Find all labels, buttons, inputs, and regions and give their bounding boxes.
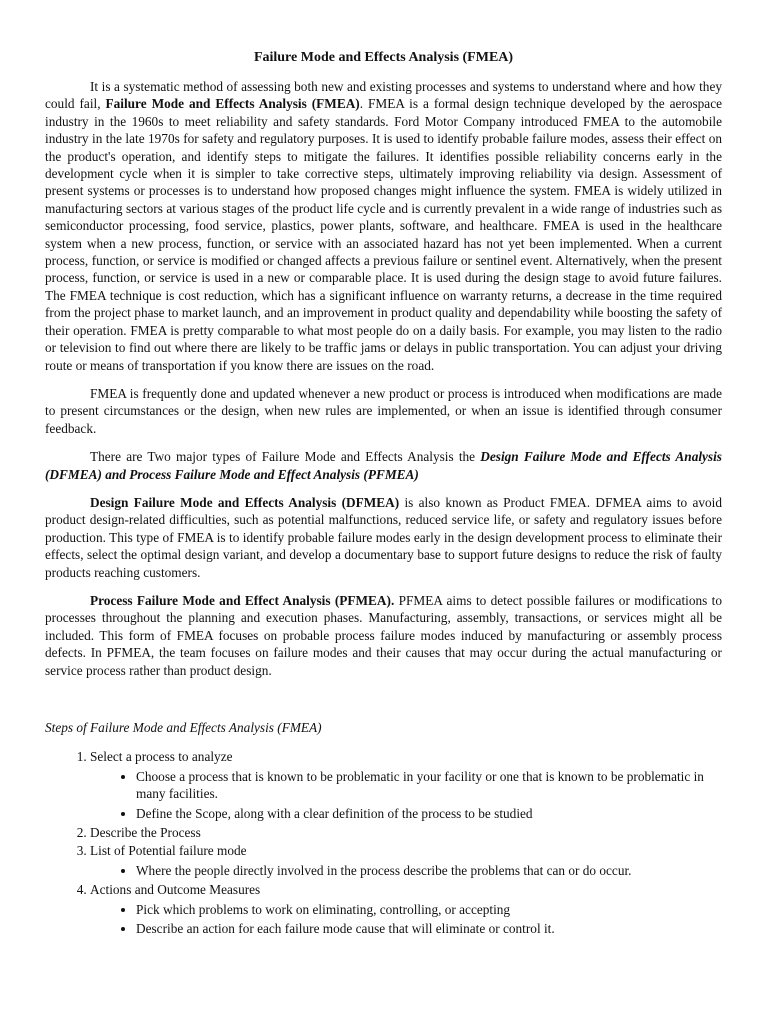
step-item bbox=[90, 881, 722, 938]
step-label: Describe the Process bbox=[90, 825, 201, 841]
steps-list bbox=[45, 748, 722, 938]
step-subitem: • Define the Scope, along with a clear definition of the process to be studied bbox=[136, 805, 722, 823]
pfmea-text: PFMEA aims to detect possible failures or modifications to processes throughout the planning and execution phases. Manufacturing, assembly, transactions, or services might all be included. This form of FMEA focuses on probable process failure modes induced by manufacturing or assembly process defects. In PFMEA, the team focuses on failure modes and their causes that may occur during the actual manufacturing or service process rather than product design. bbox=[45, 592, 722, 678]
intro-paragraph bbox=[45, 78, 722, 374]
dfmea-text: is also known as Product FMEA. DFMEA aims to avoid product design-related difficulties, such as potential malfunctions, reduced service life, or safety and regulatory issues before production. This type of FMEA is to identify probable failure modes early in the design development process to eliminate their effects, select the optimal design variant, and develop a documentary base to support future designs to reduce the risk of faulty products reaching customers. bbox=[45, 494, 722, 580]
step-sublist bbox=[90, 768, 722, 823]
step-sublist bbox=[90, 901, 722, 938]
step-label: List of Potential failure mode bbox=[90, 842, 247, 858]
step-item bbox=[90, 824, 722, 842]
step-subitem: • Choose a process that is known to be problematic in your facility or one that is known to be problematic in many facilities. bbox=[136, 768, 722, 803]
intro-text-pre: It is a systematic method of assessing both new and existing processes and systems to understand where and how they could fail, bbox=[45, 79, 722, 112]
steps-heading: Steps of Failure Mode and Effects Analysis (FMEA) bbox=[45, 720, 322, 735]
intro-text-post: . FMEA is a formal design technique developed by the aerospace industry in the 1960s to meet reliability and safety standards. Ford Motor Company introduced FMEA to the automobile industry in the late 1970s for safety and regulatory purposes. It is used to identify probable failure modes, assess their effect on the product's operation, and identify steps to mitigate the failures. It identifies possible reliability concerns early in the development cycle when it is simpler to take corrective steps, ultimately improving reliability via design. Assessment of present systems or processes is to understand how proposed changes might influence the system. FMEA is widely utilized in manufacturing sectors at various stages of the product life cycle and is currently prevalent in a wide range of industries such as semiconductor processing, food service, plastics, power plants, software, and healthcare. FMEA is used in the healthcare system when a new process, function, or service with an associated hazard has not yet been implemented. When a current process, function, or service is modified or changed affects a previous failure or sentinel event. Alternatively, when the present process, function, or service is used in a new or comparable place. It is used during the design stage to avoid future failures. The FMEA technique is cost reduction, which has a significant influence on warranty returns, a decrease in the time required from the project phase to market launch, and an improvement in product quality and dependability while boosting the safety of their operation. FMEA is pretty comparable to what most people do on a daily basis. For example, you may listen to the radio or television to find out where there are likely to be traffic jams or delays in public transportation. You can adjust your driving route or means of transportation if you know there are issues on the road. bbox=[45, 96, 723, 373]
step-label: Select a process to analyze bbox=[90, 749, 233, 764]
intro-text-bold: Failure Mode and Effects Analysis (FMEA) bbox=[105, 96, 360, 112]
step-subitem: • Where the people directly involved in the process describe the problems that can or do occur. bbox=[136, 862, 722, 880]
pfmea-heading: Process Failure Mode and Effect Analysis (PFMEA). bbox=[90, 592, 395, 608]
step-subitem: • Pick which problems to work on eliminating, controlling, or accepting bbox=[136, 901, 722, 919]
step-sublist bbox=[90, 862, 722, 880]
types-text-pre: There are Two major types of Failure Mode and Effects Analysis the bbox=[90, 449, 481, 465]
types-paragraph bbox=[45, 448, 722, 483]
step-item bbox=[90, 842, 722, 879]
page-title: Failure Mode and Effects Analysis (FMEA) bbox=[253, 50, 514, 65]
pfmea-paragraph bbox=[45, 592, 722, 679]
types-text-bold-italic: Design Failure Mode and Effects Analysis (DFMEA) and Process Failure Mode and Effect Analysis (PFMEA) bbox=[45, 449, 722, 482]
dfmea-paragraph bbox=[45, 494, 722, 581]
step-subitem: • Describe an action for each failure mode cause that will eliminate or control it. bbox=[136, 920, 722, 938]
step-item bbox=[90, 748, 722, 822]
update-paragraph: FMEA is frequently done and updated whenever a new product or process is introduced when modifications are made to present circumstances or the design, when new rules are implemented, or when an issue is identified through consumer feedback. bbox=[45, 385, 722, 436]
dfmea-heading: Design Failure Mode and Effects Analysis (DFMEA) bbox=[90, 494, 400, 510]
step-label: Actions and Outcome Measures bbox=[90, 882, 261, 898]
